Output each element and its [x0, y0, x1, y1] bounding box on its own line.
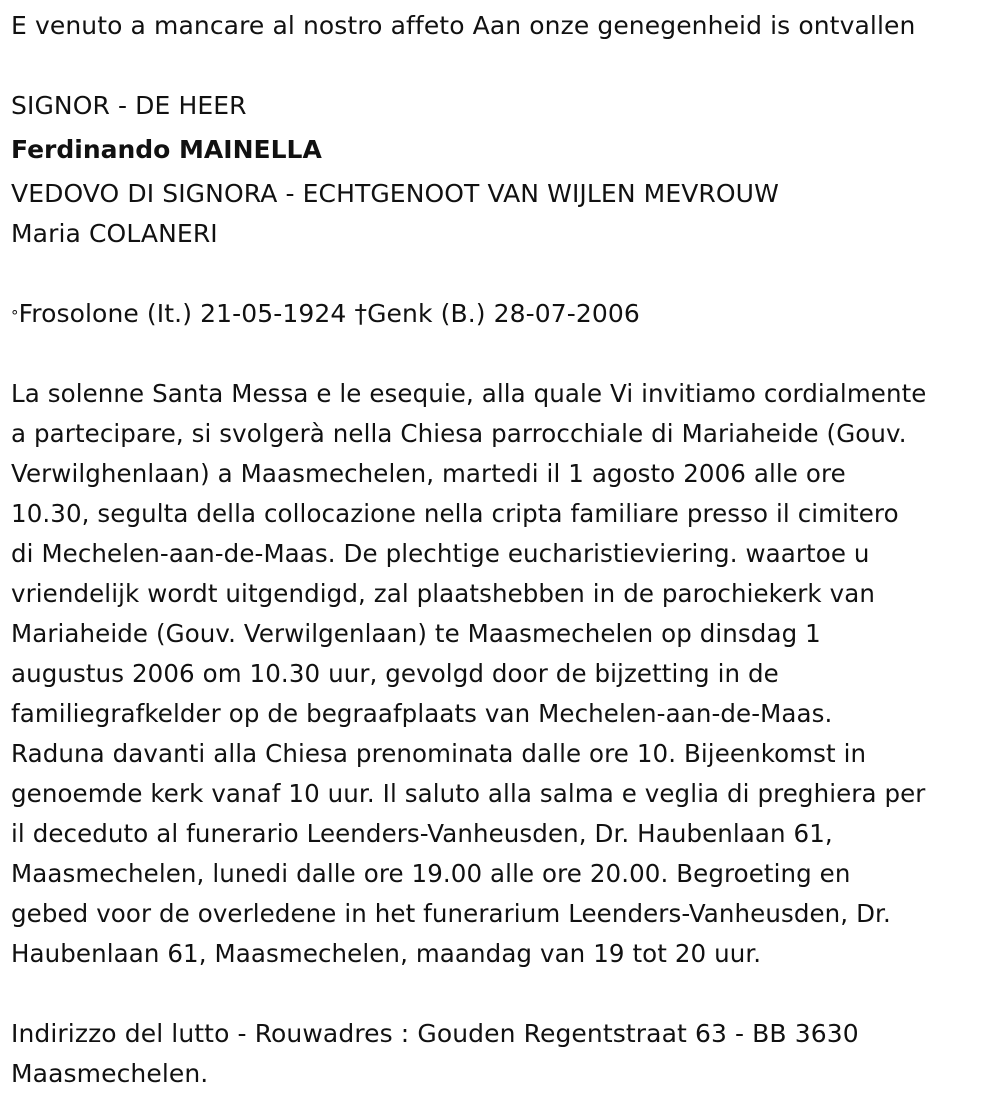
deceased-name: Ferdinando MAINELLA	[11, 135, 322, 164]
spacer	[11, 974, 1000, 1014]
birth-date: Frosolone (It.) 21-05-1924	[18, 299, 347, 328]
announcement-line: Haubenlaan 61, Maasmechelen, maandag van 19 tot 20 uur.	[11, 939, 762, 968]
spacer	[11, 254, 1000, 294]
announcement-line: Mariaheide (Gouv. Verwilgenlaan) te Maasmechelen op dinsdag 1	[11, 619, 821, 648]
announcement-line: 10.30, segulta della collocazione nella cripta familiare presso il cimitero	[11, 499, 899, 528]
announcement-line: di Mechelen-aan-de-Maas. De plechtige eucharistieviering. waartoe u	[11, 539, 870, 568]
announcement-line: Raduna davanti alla Chiesa prenominata dalle ore 10. Bijeenkomst in	[11, 739, 867, 768]
announcement-line: Verwilghenlaan) a Maasmechelen, martedi il 1 agosto 2006 alle ore	[11, 459, 846, 488]
spacer	[11, 334, 1000, 374]
spacer	[11, 46, 1000, 86]
deceased-title: SIGNOR - DE HEER	[11, 91, 247, 120]
announcement-line: gebed voor de overledene in het funerarium Leenders-Vanheusden, Dr.	[11, 899, 891, 928]
announcement-line: augustus 2006 om 10.30 uur, gevolgd door de bijzetting in de	[11, 659, 779, 688]
birth-symbol: °	[11, 307, 19, 325]
announcement-line: Maasmechelen, lunedi dalle ore 19.00 alle ore 20.00. Begroeting en	[11, 859, 851, 888]
announcement-line: il deceduto al funerario Leenders-Vanheusden, Dr. Haubenlaan 61,	[11, 819, 833, 848]
mourning-address-city: Maasmechelen.	[11, 1059, 209, 1088]
death-symbol: †	[354, 299, 368, 328]
death-date: Genk (B.) 28-07-2006	[367, 299, 640, 328]
life-dates	[11, 294, 1000, 334]
spouse-title: VEDOVO DI SIGNORA - ECHTGENOOT VAN WIJLEN MEVROUW	[11, 179, 779, 208]
spouse-name: Maria COLANERI	[11, 219, 218, 248]
announcement-line: genoemde kerk vanaf 10 uur. Il saluto alla salma e veglia di preghiera per	[11, 779, 926, 808]
mourning-address: Indirizzo del lutto - Rouwadres : Gouden Regentstraat 63 - BB 3630	[11, 1019, 859, 1048]
announcement-line: familiegrafkelder op de begraafplaats van Mechelen-aan-de-Maas.	[11, 699, 833, 728]
announcement-line: a partecipare, si svolgerà nella Chiesa parrocchiale di Mariaheide (Gouv.	[11, 419, 907, 448]
intro-text: E venuto a mancare al nostro affeto Aan onze genegenheid is ontvallen	[11, 11, 916, 40]
announcement-line: vriendelijk wordt uitgendigd, zal plaatshebben in de parochiekerk van	[11, 579, 875, 608]
announcement-line: La solenne Santa Messa e le esequie, alla quale Vi invitiamo cordialmente	[11, 379, 927, 408]
ceremony-announcement	[11, 374, 993, 974]
